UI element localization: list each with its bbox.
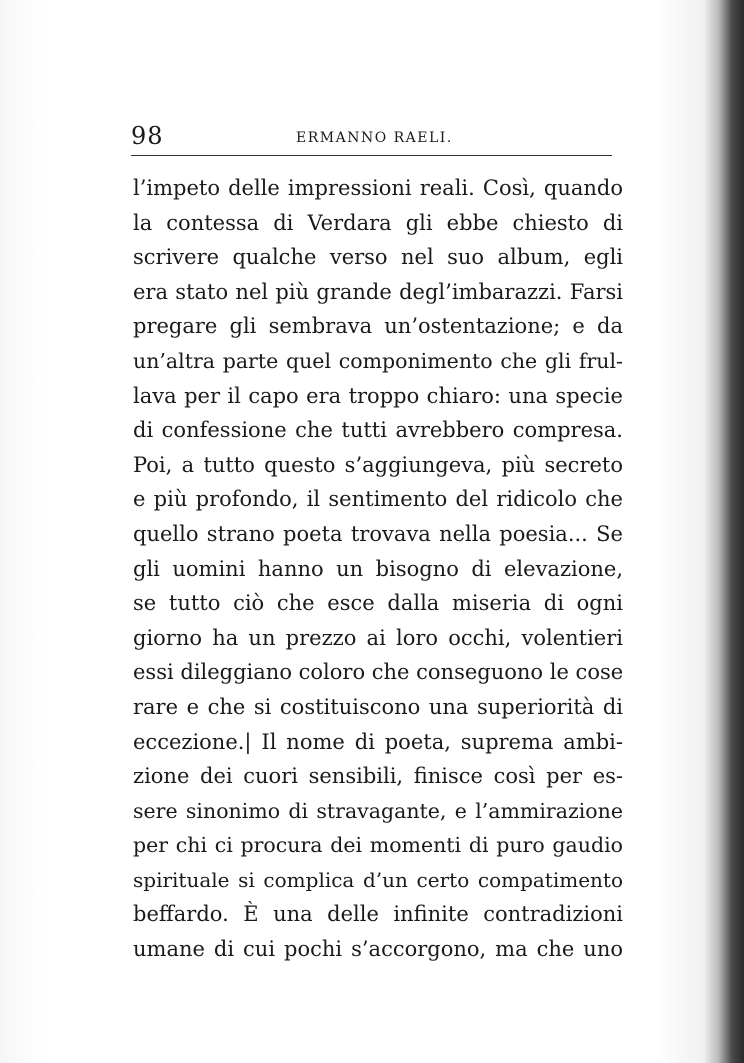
text-line: umane di cui pochi s’accorgono, ma che uno xyxy=(133,937,623,962)
text-line: per chi ci procura dei momenti di puro gaudio xyxy=(133,833,623,858)
text-line: quello strano poeta trovava nella poesia... Se xyxy=(133,521,623,546)
text-line: sere sinonimo di stravagante, e l’ammirazione xyxy=(133,798,623,823)
text-line: gli uomini hanno un bisogno di elevazione, xyxy=(133,556,623,581)
text-line: essi dileggiano coloro che conseguono le cose xyxy=(133,660,624,685)
text-line: era stato nel più grande degl’imbarazzi. Farsi xyxy=(133,279,623,304)
text-line: beffardo. È una delle infinite contradizioni xyxy=(133,902,623,927)
page-number: 98 xyxy=(131,122,164,150)
text-line: giorno ha un prezzo ai loro occhi, volentieri xyxy=(133,625,623,650)
text-line: Poi, a tutto questo s’aggiungeva, più secreto xyxy=(133,452,623,477)
text-line: zione dei cuori sensibili, finisce così per es- xyxy=(133,764,623,789)
text-line: scrivere qualche verso nel suo album, egli xyxy=(133,245,623,270)
text-line: e più profondo, il sentimento del ridicolo che xyxy=(133,487,623,512)
text-line: di confessione che tutti avrebbero compresa. xyxy=(133,418,623,443)
text-line: pregare gli sembrava un’ostentazione; e da xyxy=(133,314,623,339)
running-title: ERMANNO RAELI. xyxy=(296,130,453,146)
text-line: eccezione.| Il nome di poeta, suprema ambi- xyxy=(133,729,623,754)
text-line: l’impeto delle impressioni reali. Così, quando xyxy=(133,176,623,200)
text-line: rare e che si costituiscono una superiorità di xyxy=(133,694,623,719)
text-line: lava per il capo era troppo chiaro: una specie xyxy=(133,383,623,408)
header-rule xyxy=(131,155,612,156)
page-header xyxy=(131,118,611,158)
book-spine-shadow xyxy=(704,0,744,1063)
text-line: la contessa di Verdara gli ebbe chiesto di xyxy=(133,210,623,235)
text-line: spirituale si complica d’un certo compatimento xyxy=(133,867,623,892)
text-line: se tutto ciò che esce dalla miseria di ogni xyxy=(133,591,623,616)
text-line: un’altra parte quel componimento che gli frul- xyxy=(133,348,623,373)
body-text xyxy=(133,171,623,967)
